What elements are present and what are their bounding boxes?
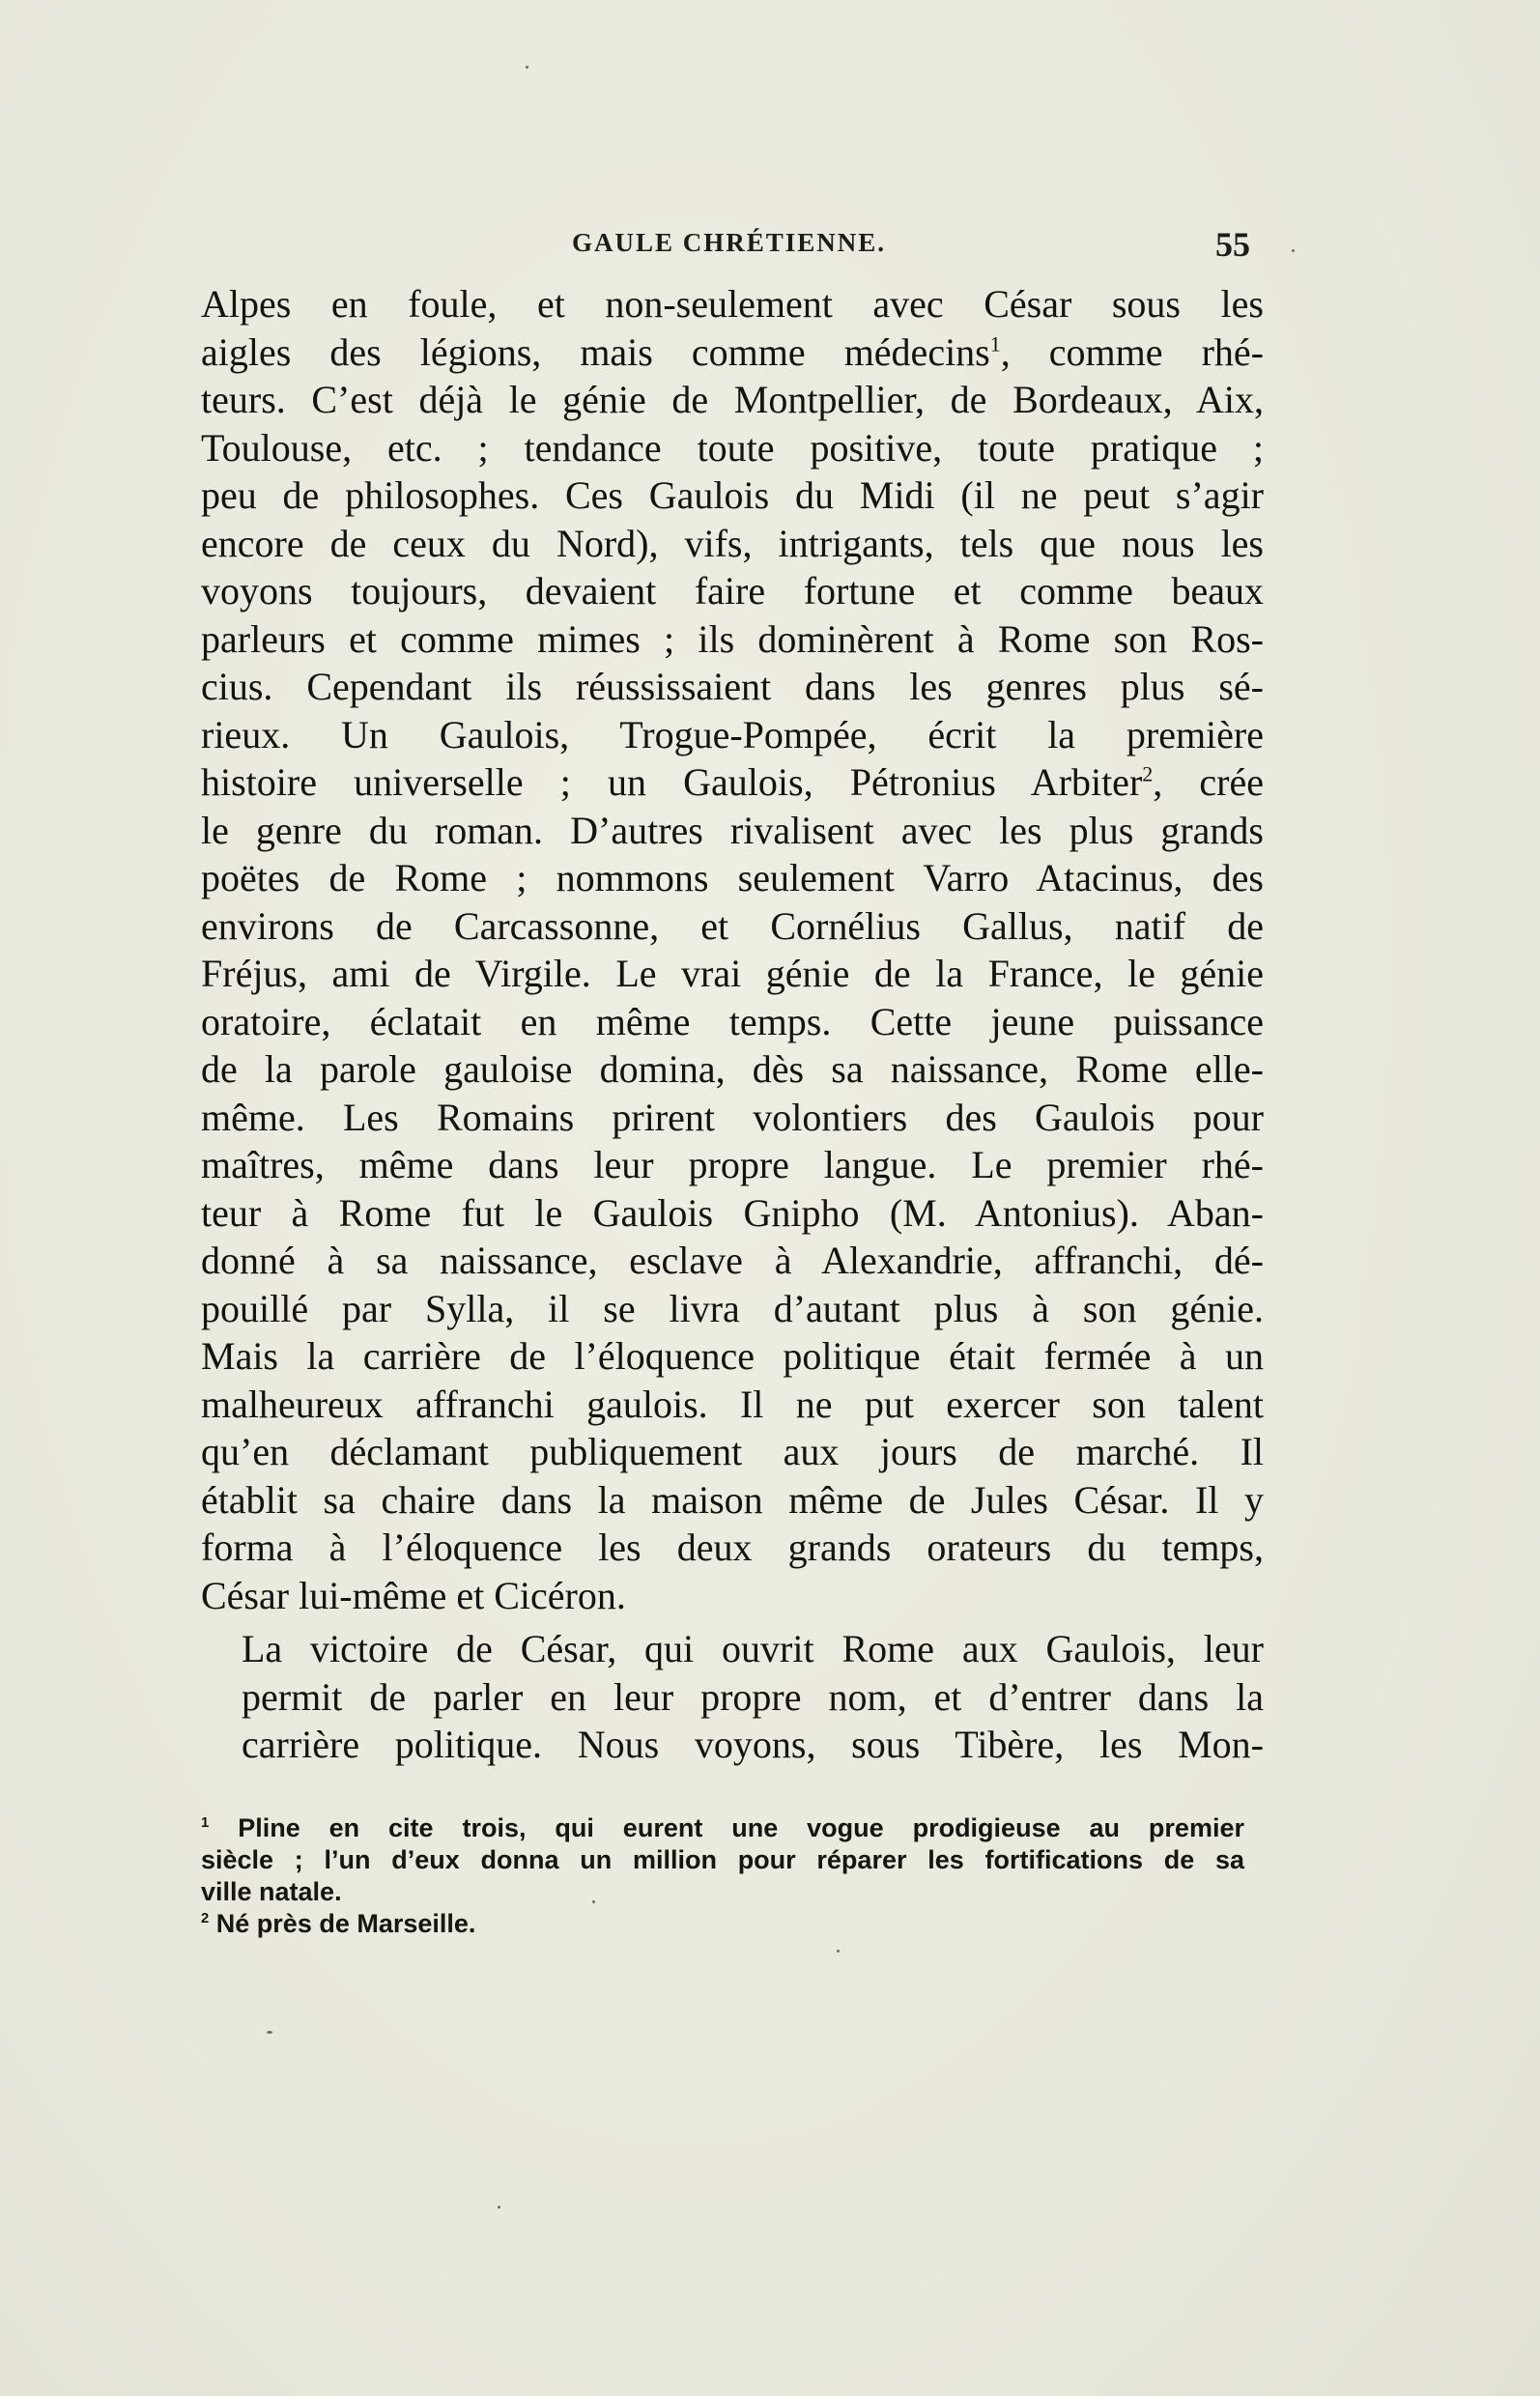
footnote-ref: 1 [989,331,1001,357]
footnote-ref: 2 [1142,761,1154,786]
text-line: poëtes de Rome ; nommons seulement Varro Atacinus, des [201,856,1264,899]
footnote-1 [201,1812,1244,1908]
footnote-2 [201,1908,1244,1940]
text-line: César lui-même et Cicéron. [201,1573,626,1617]
text-line: oratoire, éclatait en même temps. Cette jeune puissance [201,999,1264,1043]
text-line: encore de ceux du Nord), vifs, intrigants, tels que nous les [201,521,1264,565]
text-line [201,758,1264,807]
page-number: 55 [1215,225,1250,264]
paragraph-1 [201,280,1264,1619]
text-line-segment: aigles des légions, mais comme médecins [201,329,990,374]
text-line: carrière politique. Nous voyons, sous Tibère, les Mon- [242,1723,1264,1766]
text-line: voyons toujours, devaient faire fortune et comme beaux [201,569,1264,613]
text-line: La victoire de César, qui ouvrit Rome aux Gaulois, leur [242,1627,1264,1670]
running-head [203,224,1266,272]
paper-speck [592,1900,595,1903]
text-line: Toulouse, etc. ; tendance toute positive, toute pratique ; [201,425,1264,470]
text-line: maîtres, même dans leur propre langue. Le premier rhé- [201,1143,1264,1186]
text-line: forma à l’éloquence les deux grands orateurs du temps, [201,1526,1264,1569]
text-line: malheureux affranchi gaulois. Il ne put exercer son talent [201,1382,1264,1426]
text-line-segment: , crée [1153,760,1264,804]
text-line [201,328,1264,377]
text-line: Fréjus, ami de Virgile. Le vrai génie de la France, le génie [201,952,1264,995]
text-line: parleurs et comme mimes ; ils dominèrent à Rome son Ros- [201,616,1264,661]
footnote-line: siècle ; l’un d’eux donna un million pour réparer les fortifications de sa [201,1845,1244,1874]
paper-speck [498,2206,500,2209]
footnote-marker: 2 [201,1911,210,1926]
text-line: qu’en déclamant publiquement aux jours de marché. Il [201,1430,1264,1473]
footnotes [201,1812,1244,1940]
text-line-segment: , comme rhé- [1000,329,1264,374]
footnote-text: Pline en cite trois, qui eurent une vogue prodigieuse au premier [238,1813,1244,1842]
text-line: peu de philosophes. Ces Gaulois du Midi (il ne peut s’agir [201,473,1264,517]
text-line: rieux. Un Gaulois, Trogue-Pompée, écrit la première [201,712,1264,756]
footnote-line [201,1908,1244,1940]
text-line: teur à Rome fut le Gaulois Gnipho (M. Antonius). Aban- [201,1190,1264,1235]
body-text [201,280,1264,1769]
footnote-line [201,1812,1244,1844]
text-line: cius. Cependant ils réussissaient dans les genres plus sé- [201,665,1264,708]
text-line: le genre du roman. D’autres rivalisent avec les plus grands [201,808,1264,852]
paper-speck [1292,249,1295,252]
paragraph-2 [201,1625,1264,1769]
paper-speck [837,1950,840,1953]
text-line: établit sa chaire dans la maison même de Jules César. Il y [201,1477,1264,1522]
text-line: environs de Carcassonne, et Cornélius Gallus, natif de [201,903,1264,948]
text-line: donné à sa naissance, esclave à Alexandrie, affranchi, dé- [201,1239,1264,1282]
footnote-line: ville natale. [201,1877,342,1906]
text-line: teurs. C’est déjà le génie de Montpellier, de Bordeaux, Aix, [201,378,1264,421]
text-line: Mais la carrière de l’éloquence politique était fermée à un [201,1334,1264,1378]
text-line: pouillé par Sylla, il se livra d’autant plus à son génie. [201,1286,1264,1330]
text-line-segment: histoire universelle ; un Gaulois, Pétronius Arbiter [201,760,1143,804]
text-line: Alpes en foule, et non-seulement avec César sous les [201,282,1264,326]
text-line: de la parole gauloise domina, dès sa naissance, Rome elle- [201,1047,1264,1091]
footnote-marker: 1 [201,1815,210,1831]
text-line: même. Les Romains prirent volontiers des Gaulois pour [201,1095,1264,1139]
footnote-text: Né près de Marseille. [215,1909,476,1938]
paper-speck [267,2031,272,2034]
text-line: permit de parler en leur propre nom, et d’entrer dans la [242,1674,1264,1719]
paper-speck [526,66,528,69]
running-title: GAULE CHRÉTIENNE. [572,228,887,257]
